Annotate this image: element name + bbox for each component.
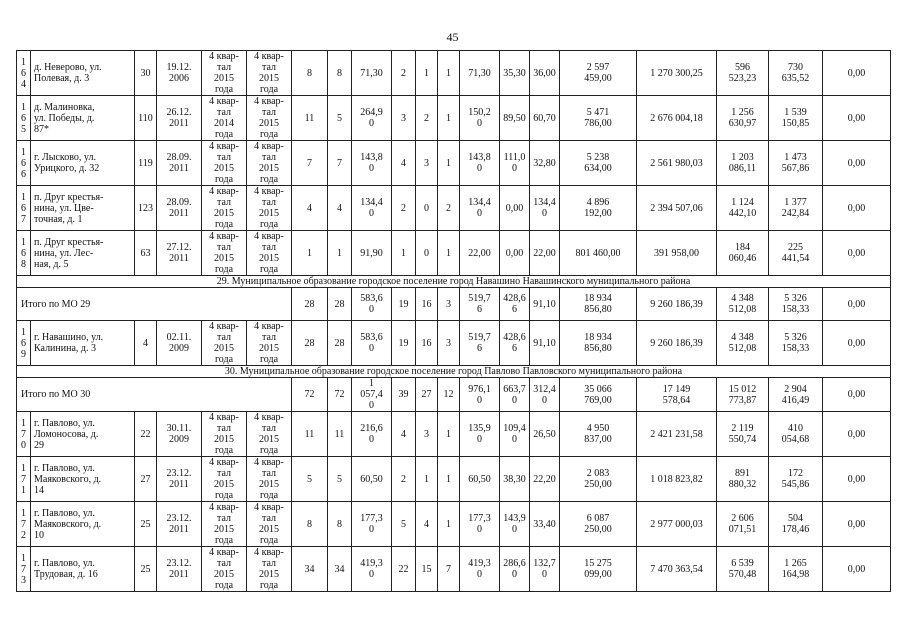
table-cell: 8 — [328, 51, 352, 96]
table-row — [17, 412, 891, 457]
table-cell: 4 квар- тал 2015 года — [202, 321, 247, 366]
table-cell: 7 — [328, 141, 352, 186]
table-cell: 2 119 550,74 — [717, 412, 769, 457]
table-cell: 1 256 630,97 — [717, 96, 769, 141]
table-cell: 0,00 — [823, 96, 891, 141]
table-cell: 11 — [292, 96, 328, 141]
table-cell: 91,10 — [530, 321, 560, 366]
table-cell: 110 — [135, 96, 157, 141]
table-cell: 4 — [392, 412, 416, 457]
table-cell: 5 — [328, 457, 352, 502]
table-cell: 583,6 0 — [352, 321, 392, 366]
table-cell: 0,00 — [823, 288, 891, 321]
table-cell: 4 квар- тал 2015 года — [202, 51, 247, 96]
table-cell: 2 394 507,06 — [637, 186, 717, 231]
table-cell: 143,9 0 — [500, 502, 530, 547]
section-header-row — [17, 366, 891, 378]
table-cell: 428,6 6 — [500, 288, 530, 321]
table-cell: 132,7 0 — [530, 547, 560, 592]
table-cell: 28 — [292, 321, 328, 366]
table-row — [17, 502, 891, 547]
table-cell: 9 260 186,39 — [637, 288, 717, 321]
table-cell: 22,20 — [530, 457, 560, 502]
table-cell: 1 — [416, 457, 438, 502]
table-cell: 419,3 0 — [460, 547, 500, 592]
table-cell: 135,9 0 — [460, 412, 500, 457]
table-cell: 3 — [416, 141, 438, 186]
table-cell: 38,30 — [500, 457, 530, 502]
table-cell: 26,50 — [530, 412, 560, 457]
table-row — [17, 96, 891, 141]
table-cell: 6 539 570,48 — [717, 547, 769, 592]
row-number-cell: 1 6 5 — [17, 96, 31, 141]
table-cell: 504 178,46 — [769, 502, 823, 547]
table-cell: 4 квар- тал 2015 года — [247, 141, 292, 186]
table-cell: 22,00 — [460, 231, 500, 276]
table-cell: 71,30 — [460, 51, 500, 96]
table-cell: 91,10 — [530, 288, 560, 321]
table-cell: 0,00 — [500, 186, 530, 231]
table-cell: 4 квар- тал 2015 года — [247, 412, 292, 457]
table-cell: 2 — [438, 186, 460, 231]
table-cell: 23.12. 2011 — [157, 502, 202, 547]
table-cell: 5 326 158,33 — [769, 321, 823, 366]
table-cell: 8 — [292, 502, 328, 547]
table-cell: 19 — [392, 321, 416, 366]
table-cell: 1 — [438, 231, 460, 276]
table-cell: 1 018 823,82 — [637, 457, 717, 502]
table-cell: 4 348 512,08 — [717, 321, 769, 366]
table-cell: 143,8 0 — [460, 141, 500, 186]
row-number-cell: 1 6 8 — [17, 231, 31, 276]
table-cell: 312,4 0 — [530, 378, 560, 412]
table-cell: 25 — [135, 547, 157, 592]
address-cell: п. Друг крестья- нина, ул. Цве- точная, д. 1 — [31, 186, 135, 231]
table-cell: 60,50 — [352, 457, 392, 502]
table-cell: 2 977 000,03 — [637, 502, 717, 547]
table-row — [17, 51, 891, 96]
row-number-cell: 1 6 7 — [17, 186, 31, 231]
table-cell: 1 — [392, 231, 416, 276]
table-cell: 2 — [392, 457, 416, 502]
table-cell: 28.09. 2011 — [157, 186, 202, 231]
address-cell: д. Неверово, ул. Полевая, д. 3 — [31, 51, 135, 96]
table-cell: 18 934 856,80 — [560, 321, 637, 366]
table-cell: 391 958,00 — [637, 231, 717, 276]
table-cell: 4 квар- тал 2015 года — [202, 547, 247, 592]
table-cell: 7 — [438, 547, 460, 592]
table-cell: 72 — [292, 378, 328, 412]
table-cell: 410 054,68 — [769, 412, 823, 457]
table-cell: 4 квар- тал 2015 года — [202, 141, 247, 186]
table-row — [17, 457, 891, 502]
table-cell: 0,00 — [823, 378, 891, 412]
address-cell: г. Павлово, ул. Трудовая, д. 16 — [31, 547, 135, 592]
table-cell: 4 квар- тал 2015 года — [247, 321, 292, 366]
row-number-cell: 1 6 4 — [17, 51, 31, 96]
table-cell: 15 012 773,87 — [717, 378, 769, 412]
table-cell: 4 квар- тал 2015 года — [202, 231, 247, 276]
table-cell: 8 — [292, 51, 328, 96]
table-cell: 4 — [135, 321, 157, 366]
table-row — [17, 321, 891, 366]
address-cell: г. Павлово, ул. Маяковского, д. 14 — [31, 457, 135, 502]
address-cell: г. Павлово, ул. Маяковского, д. 10 — [31, 502, 135, 547]
table-cell: 419,3 0 — [352, 547, 392, 592]
table-cell: 583,6 0 — [352, 288, 392, 321]
table-cell: 5 — [392, 502, 416, 547]
table-cell: 4 квар- тал 2015 года — [247, 96, 292, 141]
table-cell: 264,9 0 — [352, 96, 392, 141]
address-cell: г. Лысково, ул. Урицкого, д. 32 — [31, 141, 135, 186]
table-cell: 4 квар- тал 2015 года — [202, 186, 247, 231]
table-cell: 11 — [292, 412, 328, 457]
table-cell: 119 — [135, 141, 157, 186]
table-cell: 15 275 099,00 — [560, 547, 637, 592]
table-cell: 0,00 — [823, 457, 891, 502]
table-cell: 1 — [438, 141, 460, 186]
table-cell: 2 606 071,51 — [717, 502, 769, 547]
table-cell: 1 377 242,84 — [769, 186, 823, 231]
table-cell: 30 — [135, 51, 157, 96]
table-cell: 17 149 578,64 — [637, 378, 717, 412]
table-cell: 0 — [416, 231, 438, 276]
table-cell: 7 470 363,54 — [637, 547, 717, 592]
table-cell: 2 676 004,18 — [637, 96, 717, 141]
table-cell: 72 — [328, 378, 352, 412]
table-cell: 3 — [392, 96, 416, 141]
table-cell: 27.12. 2011 — [157, 231, 202, 276]
table-cell: 2 — [416, 96, 438, 141]
table-cell: 4 — [292, 186, 328, 231]
table-row — [17, 141, 891, 186]
table-cell: 33,40 — [530, 502, 560, 547]
table-cell: 3 — [416, 412, 438, 457]
table-cell: 28 — [292, 288, 328, 321]
table-cell: 28 — [328, 321, 352, 366]
table-cell: 2 421 231,58 — [637, 412, 717, 457]
total-row — [17, 378, 891, 412]
section-header-row — [17, 276, 891, 288]
table-cell: 28 — [328, 288, 352, 321]
table-cell: 36,00 — [530, 51, 560, 96]
table-cell: 28.09. 2011 — [157, 141, 202, 186]
table-cell: 4 896 192,00 — [560, 186, 637, 231]
table-cell: 34 — [292, 547, 328, 592]
table-cell: 19 — [392, 288, 416, 321]
table-cell: 0,00 — [823, 141, 891, 186]
table-cell: 1 057,4 0 — [352, 378, 392, 412]
table-cell: 1 — [328, 231, 352, 276]
table-cell: 4 квар- тал 2015 года — [202, 412, 247, 457]
table-cell: 26.12. 2011 — [157, 96, 202, 141]
table-cell: 27 — [135, 457, 157, 502]
section-title: 30. Муниципальное образование городское поселение город Павлово Павловского муниципального района — [17, 366, 891, 378]
table-cell: 0,00 — [823, 51, 891, 96]
row-number-cell: 1 7 1 — [17, 457, 31, 502]
row-number-cell: 1 7 2 — [17, 502, 31, 547]
table-row — [17, 231, 891, 276]
table-cell: 23.12. 2011 — [157, 457, 202, 502]
table-cell: 4 348 512,08 — [717, 288, 769, 321]
table-cell: 22 — [135, 412, 157, 457]
section-title: 29. Муниципальное образование городское поселение город Навашино Навашинского муниципального района — [17, 276, 891, 288]
table-cell: 177,3 0 — [460, 502, 500, 547]
table-cell: 35,30 — [500, 51, 530, 96]
table-cell: 11 — [328, 412, 352, 457]
table-cell: 12 — [438, 378, 460, 412]
table-cell: 3 — [438, 321, 460, 366]
table-cell: 286,6 0 — [500, 547, 530, 592]
table-cell: 1 — [438, 457, 460, 502]
table-cell: 109,4 0 — [500, 412, 530, 457]
housing-table — [16, 50, 891, 592]
address-cell: д. Малиновка, ул. Победы, д. 87* — [31, 96, 135, 141]
table-cell: 1 — [292, 231, 328, 276]
table-cell: 4 950 837,00 — [560, 412, 637, 457]
table-cell: 23.12. 2011 — [157, 547, 202, 592]
page-number: 45 — [446, 30, 459, 44]
table-cell: 4 квар- тал 2015 года — [247, 51, 292, 96]
table-cell: 9 260 186,39 — [637, 321, 717, 366]
table-row — [17, 547, 891, 592]
address-cell: п. Друг крестья- нина, ул. Лес- ная, д. 5 — [31, 231, 135, 276]
table-cell: 5 — [292, 457, 328, 502]
table-cell: 4 квар- тал 2015 года — [202, 457, 247, 502]
total-label: Итого по МО 30 — [17, 378, 292, 412]
row-number-cell: 1 6 9 — [17, 321, 31, 366]
table-cell: 34 — [328, 547, 352, 592]
table-cell: 134,4 0 — [352, 186, 392, 231]
address-cell: г. Навашино, ул. Калинина, д. 3 — [31, 321, 135, 366]
total-label: Итого по МО 29 — [17, 288, 292, 321]
table-cell: 5 471 786,00 — [560, 96, 637, 141]
table-cell: 134,4 0 — [530, 186, 560, 231]
table-cell: 4 квар- тал 2014 года — [202, 96, 247, 141]
table-cell: 60,50 — [460, 457, 500, 502]
table-cell: 143,8 0 — [352, 141, 392, 186]
table-cell: 4 квар- тал 2015 года — [247, 502, 292, 547]
table-cell: 225 441,54 — [769, 231, 823, 276]
table-cell: 32,80 — [530, 141, 560, 186]
table-cell: 172 545,86 — [769, 457, 823, 502]
table-cell: 18 934 856,80 — [560, 288, 637, 321]
table-cell: 6 087 250,00 — [560, 502, 637, 547]
table-cell: 2 597 459,00 — [560, 51, 637, 96]
table-cell: 2 083 250,00 — [560, 457, 637, 502]
table-cell: 150,2 0 — [460, 96, 500, 141]
table-cell: 2 — [392, 186, 416, 231]
table-cell: 0,00 — [823, 412, 891, 457]
row-number-cell: 1 7 0 — [17, 412, 31, 457]
table-cell: 16 — [416, 288, 438, 321]
table-cell: 663,7 0 — [500, 378, 530, 412]
table-cell: 5 326 158,33 — [769, 288, 823, 321]
table-cell: 1 — [438, 51, 460, 96]
table-cell: 134,4 0 — [460, 186, 500, 231]
table-cell: 891 880,32 — [717, 457, 769, 502]
table-cell: 4 квар- тал 2015 года — [247, 457, 292, 502]
table-cell: 4 квар- тал 2015 года — [202, 502, 247, 547]
table-cell: 22 — [392, 547, 416, 592]
table-cell: 22,00 — [530, 231, 560, 276]
table-cell: 519,7 6 — [460, 288, 500, 321]
table-cell: 519,7 6 — [460, 321, 500, 366]
table-cell: 2 561 980,03 — [637, 141, 717, 186]
table-cell: 123 — [135, 186, 157, 231]
table-cell: 4 — [392, 141, 416, 186]
table-cell: 39 — [392, 378, 416, 412]
table-cell: 428,6 6 — [500, 321, 530, 366]
row-number-cell: 1 6 6 — [17, 141, 31, 186]
table-cell: 596 523,23 — [717, 51, 769, 96]
table-cell: 71,30 — [352, 51, 392, 96]
table-cell: 1 — [416, 51, 438, 96]
table-cell: 27 — [416, 378, 438, 412]
table-cell: 19.12. 2006 — [157, 51, 202, 96]
table-cell: 111,0 0 — [500, 141, 530, 186]
table-cell: 30.11. 2009 — [157, 412, 202, 457]
table-cell: 5 — [328, 96, 352, 141]
table-cell: 0,00 — [500, 231, 530, 276]
table-cell: 60,70 — [530, 96, 560, 141]
table-row — [17, 186, 891, 231]
table-cell: 4 квар- тал 2015 года — [247, 547, 292, 592]
table-cell: 2 — [392, 51, 416, 96]
table-cell: 5 238 634,00 — [560, 141, 637, 186]
address-cell: г. Павлово, ул. Ломоносова, д. 29 — [31, 412, 135, 457]
table-cell: 177,3 0 — [352, 502, 392, 547]
table-cell: 1 203 086,11 — [717, 141, 769, 186]
table-cell: 4 — [416, 502, 438, 547]
table-cell: 1 473 567,86 — [769, 141, 823, 186]
table-cell: 4 — [328, 186, 352, 231]
table-cell: 25 — [135, 502, 157, 547]
table-cell: 89,50 — [500, 96, 530, 141]
table-cell: 0 — [416, 186, 438, 231]
table-cell: 02.11. 2009 — [157, 321, 202, 366]
table-cell: 1 124 442,10 — [717, 186, 769, 231]
table-cell: 1 — [438, 502, 460, 547]
table-cell: 3 — [438, 288, 460, 321]
table-cell: 0,00 — [823, 321, 891, 366]
table-cell: 4 квар- тал 2015 года — [247, 186, 292, 231]
table-cell: 4 квар- тал 2015 года — [247, 231, 292, 276]
table-cell: 2 904 416,49 — [769, 378, 823, 412]
row-number-cell: 1 7 3 — [17, 547, 31, 592]
table-cell: 35 066 769,00 — [560, 378, 637, 412]
table-cell: 0,00 — [823, 231, 891, 276]
table-cell: 1 539 150,85 — [769, 96, 823, 141]
table-cell: 7 — [292, 141, 328, 186]
total-row — [17, 288, 891, 321]
table-cell: 16 — [416, 321, 438, 366]
table-cell: 8 — [328, 502, 352, 547]
table-cell: 63 — [135, 231, 157, 276]
table-cell: 184 060,46 — [717, 231, 769, 276]
table-cell: 216,6 0 — [352, 412, 392, 457]
table-cell: 91,90 — [352, 231, 392, 276]
table-cell: 0,00 — [823, 502, 891, 547]
table-cell: 0,00 — [823, 186, 891, 231]
table-cell: 730 635,52 — [769, 51, 823, 96]
table-cell: 801 460,00 — [560, 231, 637, 276]
table-cell: 976,1 0 — [460, 378, 500, 412]
table-cell: 1 265 164,98 — [769, 547, 823, 592]
table-cell: 1 270 300,25 — [637, 51, 717, 96]
table-cell: 1 — [438, 412, 460, 457]
table-cell: 0,00 — [823, 547, 891, 592]
table-cell: 15 — [416, 547, 438, 592]
table-cell: 1 — [438, 96, 460, 141]
